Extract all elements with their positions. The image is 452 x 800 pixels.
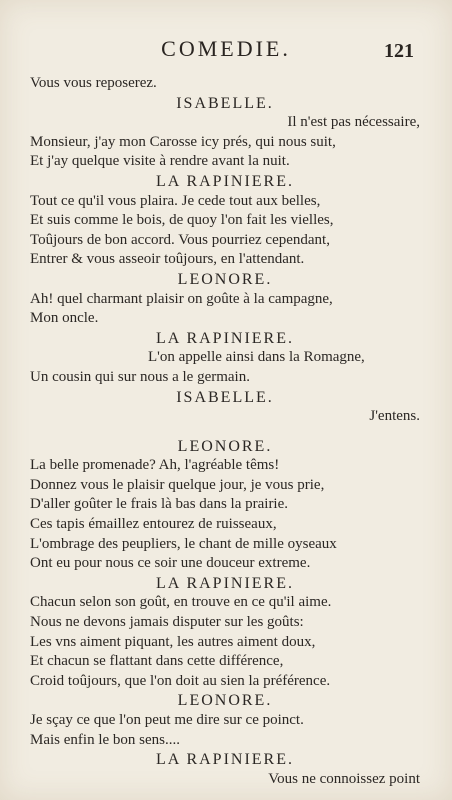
verse-line: Les vns aiment piquant, les autres aiment doux, (30, 633, 316, 650)
speaker-name: LEONORE. (177, 270, 273, 288)
verse-line: Ah! quel charmant plaisir on goûte à la campagne, (30, 290, 333, 307)
verse-line: Chacun selon son goût, en trouve en ce qu'il aime. (30, 594, 332, 611)
verse-line: Je sçay ce que l'on peut me dire sur ce poinct. (30, 712, 304, 728)
verse-line: Vous ne connoissez point (268, 770, 420, 787)
verse-line: Mon oncle. (30, 310, 99, 327)
speaker-name: LEONORE. (177, 437, 273, 455)
verse-line: Croid toûjours, que l'on doit au sien la préférence. (30, 672, 331, 689)
verse-line: La belle promenade? Ah, l'agréable têms! (30, 457, 280, 474)
verse-line: L'ombrage des peupliers, le chant de mille oyseaux (30, 535, 337, 552)
page-header (0, 36, 452, 64)
speaker-name: ISABELLE. (176, 94, 274, 112)
running-head: COMEDIE. (161, 36, 291, 61)
verse-line: J'entens. (369, 408, 420, 425)
verse-line: Mais enfin le bon sens.... (30, 731, 180, 748)
verse-line: D'aller goûter le frais là bas dans la prairie. (30, 496, 289, 513)
speaker-name: LA RAPINIERE. (156, 172, 294, 190)
verse-line: Et chacun se flattant dans cette différence, (30, 653, 284, 670)
verse-line: Monsieur, j'ay mon Carosse icy prés, qui nous suit, (30, 133, 336, 150)
verse-line: Ces tapis émaillez entourez de ruisseaux, (30, 516, 277, 533)
verse-line: Il n'est pas nécessaire, (287, 114, 420, 131)
spacer (30, 427, 420, 437)
verse-line: Entrer & vous asseoir toûjours, en l'attendant. (30, 251, 305, 268)
verse-line: Donnez vous le plaisir quelque jour, je vous prie, (30, 476, 325, 493)
speaker-name: LA RAPINIERE. (156, 574, 294, 592)
speaker-name: ISABELLE. (176, 388, 274, 406)
verse-line: Ont eu pour nous ce soir une douceur extreme. (30, 555, 311, 572)
verse-line: Toûjours de bon accord. Vous pourriez cependant, (30, 231, 330, 248)
verse-line: Et suis comme le bois, de quoy l'on fait les vielles, (30, 212, 334, 229)
verse-line: L'on appelle ainsi dans la Romagne, (148, 349, 365, 366)
verse-line: Tout ce qu'il vous plaira. Je cede tout aux belles, (30, 192, 321, 209)
speaker-name: LEONORE. (177, 692, 273, 710)
page-number: 121 (384, 40, 414, 62)
play-text (30, 74, 420, 789)
verse-line: Vous vous reposerez. (30, 75, 157, 91)
verse-line: Et j'ay quelque visite à rendre avant la nuit. (30, 153, 290, 170)
verse-line: Nous ne devons jamais disputer sur les goûts: (30, 614, 304, 631)
speaker-name: LA RAPINIERE. (156, 751, 294, 769)
verse-line: Un cousin qui sur nous a le germain. (30, 368, 250, 385)
speaker-name: LA RAPINIERE. (156, 329, 294, 347)
